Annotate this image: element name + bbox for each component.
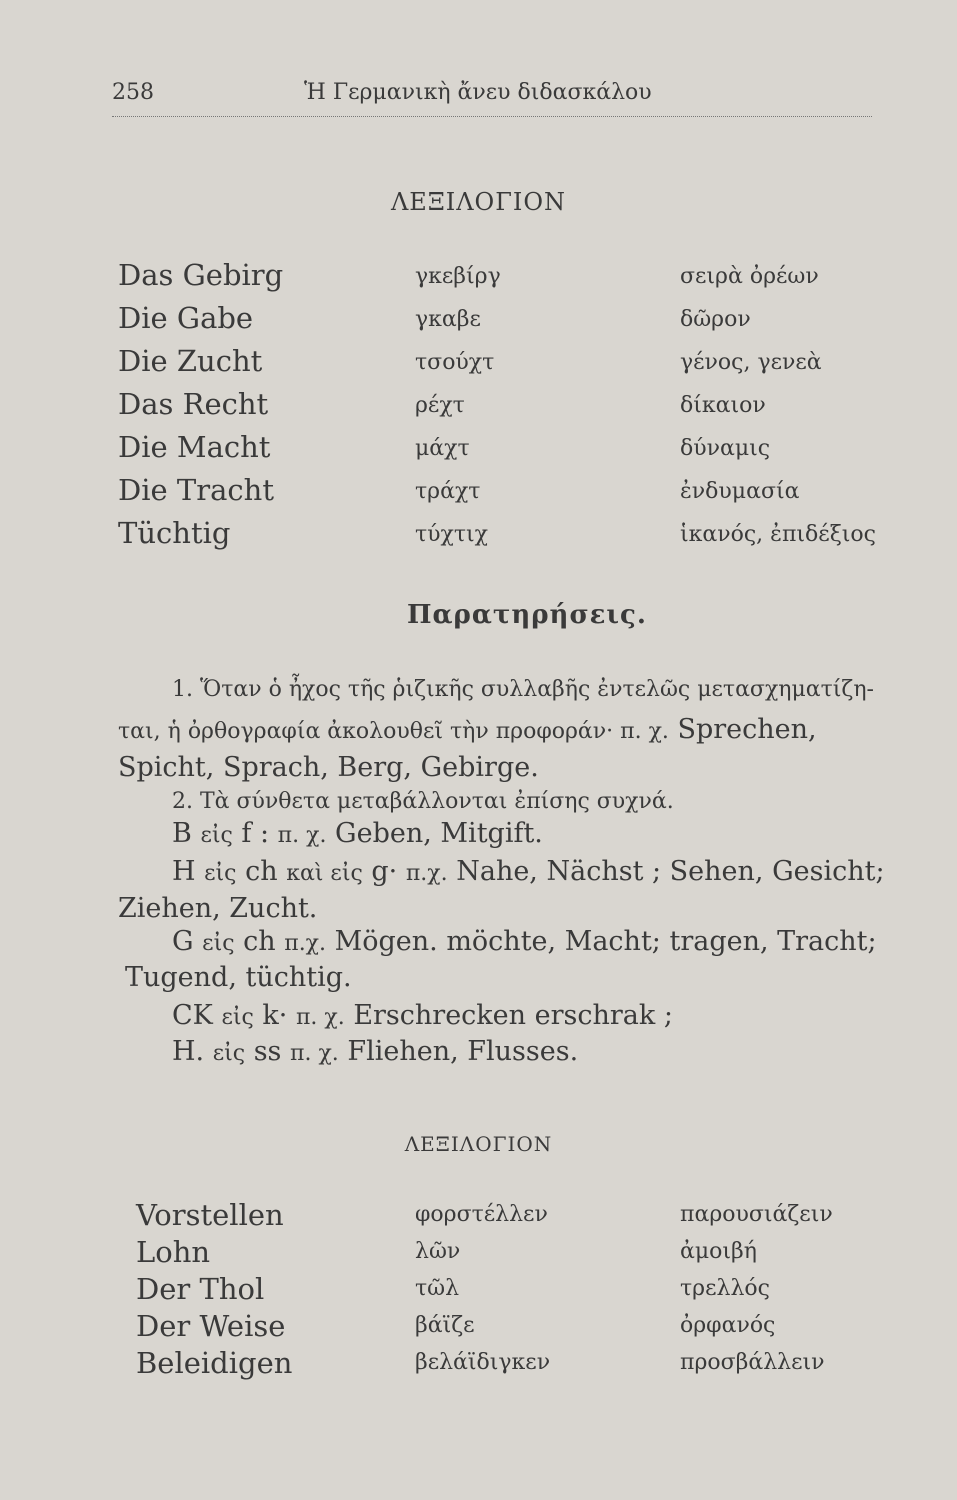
note-text: εἰς <box>204 861 237 886</box>
note-text: π.χ. <box>284 931 327 956</box>
note-g <box>172 926 877 957</box>
pronunciation: τύχτιχ <box>415 522 489 547</box>
german-word: Der Weise <box>136 1309 286 1343</box>
german-word: Die Tracht <box>118 473 274 507</box>
note-text: Geben, Mitgift. <box>335 818 543 849</box>
note-text: εἰς <box>221 1005 254 1030</box>
lexicon-row <box>0 516 957 556</box>
german-word: Die Gabe <box>118 301 254 335</box>
pronunciation: μάχτ <box>415 436 470 461</box>
german-word: Der Thol <box>136 1272 265 1306</box>
note-text: G <box>172 926 194 957</box>
note-text: Ziehen, Zucht. <box>118 893 318 924</box>
lexicon-row <box>0 344 957 384</box>
note-text: π. χ. <box>295 1005 345 1030</box>
greek-meaning: σειρὰ ὀρέων <box>680 264 819 289</box>
note-text: Tugend, tüchtig. <box>125 962 352 993</box>
lexicon-title-2: ΛΕΞΙΛΟΓΙΟΝ <box>404 1132 553 1156</box>
pronunciation: φορστέλλεν <box>415 1202 548 1227</box>
lexicon-row <box>0 387 957 427</box>
note-text: H <box>172 856 196 887</box>
note-g-line-2 <box>125 962 352 993</box>
note-text: 1. Ὅταν ὁ ἦχος τῆς ῥιζικῆς συλλαβῆς ἐντελῶς μετασχηματίζη- <box>172 677 874 702</box>
pronunciation: τῶλ <box>415 1276 460 1301</box>
note-text: εἰς <box>212 1041 246 1066</box>
german-word: Das Recht <box>118 387 269 421</box>
pronunciation: γκεβίργ <box>415 264 501 289</box>
note-text: H. <box>172 1036 205 1067</box>
german-word: Lohn <box>136 1235 211 1269</box>
note-text: f : <box>241 818 270 849</box>
greek-meaning: δύναμις <box>680 436 771 461</box>
note-text: Fliehen, Flusses. <box>347 1036 579 1067</box>
note-text: B <box>172 818 192 849</box>
greek-meaning: δίκαιον <box>680 393 766 418</box>
running-title: Ἡ Γερμανικὴ ἄνευ διδασκάλου <box>304 80 652 105</box>
greek-meaning: ἱκανός, ἐπιδέξιος <box>680 522 877 547</box>
lexicon-row <box>0 1198 957 1238</box>
greek-meaning: παρουσιάζειν <box>680 1202 833 1227</box>
note-text: π.χ. <box>405 861 448 886</box>
lexicon-row <box>0 1346 957 1386</box>
german-word: Beleidigen <box>136 1346 293 1380</box>
lexicon-title-1: ΛΕΞΙΛΟΓΙΟΝ <box>390 188 567 216</box>
note-ss <box>172 1036 578 1067</box>
lexicon-row <box>0 1235 957 1275</box>
note-text: CK <box>172 1000 213 1031</box>
page-header <box>112 80 912 110</box>
note-text: π. χ. <box>277 823 327 848</box>
lexicon-row <box>0 258 957 298</box>
note-text: 2. Τὰ σύνθετα μεταβάλλονται ἐπίσης συχνά. <box>172 789 674 814</box>
note-1-line-2 <box>118 714 817 745</box>
page-number: 258 <box>112 80 154 105</box>
lexicon-row <box>0 301 957 341</box>
note-text: ch <box>245 856 278 887</box>
note-b <box>172 818 543 849</box>
german-word: Das Gebirg <box>118 258 284 292</box>
note-text: ss <box>253 1036 282 1067</box>
note-text: ch <box>243 926 276 957</box>
pronunciation: τράχτ <box>415 479 481 504</box>
note-2-line-1 <box>172 784 674 815</box>
greek-meaning: ἀμοιβή <box>680 1239 757 1264</box>
greek-meaning: δῶρον <box>680 307 751 332</box>
note-text: Erschrecken erschrak ; <box>353 1000 673 1031</box>
pronunciation: ρέχτ <box>415 393 465 418</box>
pronunciation: βάϊζε <box>415 1313 475 1338</box>
note-text: π. χ. <box>290 1041 339 1066</box>
pronunciation: γκαβε <box>415 307 481 332</box>
note-text: Spicht, Sprach, Berg, Gebirge. <box>118 752 539 783</box>
lexicon-row <box>0 1309 957 1349</box>
note-text: Mögen. möchte, Macht; tragen, Tracht; <box>334 926 877 957</box>
notes-title: Παρατηρήσεις. <box>407 600 647 630</box>
lexicon-row <box>0 1272 957 1312</box>
note-text: g· <box>371 856 398 887</box>
greek-meaning: προσβάλλειν <box>680 1350 825 1375</box>
note-h-line-2 <box>118 893 317 924</box>
note-1-line-1 <box>172 672 874 703</box>
greek-meaning: ἐνδυμασία <box>680 479 800 504</box>
note-text: ται, ἡ ὀρθογραφία ἀκολουθεῖ τὴν προφοράν· π. χ. <box>118 719 669 744</box>
note-text: εἰς <box>202 931 235 956</box>
greek-meaning: ὀρφανός <box>680 1313 776 1338</box>
note-1-line-3 <box>118 752 539 783</box>
greek-meaning: τρελλός <box>680 1276 770 1301</box>
german-word: Die Macht <box>118 430 271 464</box>
note-text: Nahe, Nächst ; Sehen, Gesicht; <box>456 856 885 887</box>
lexicon-row <box>0 473 957 513</box>
note-text: εἰς <box>200 823 233 848</box>
pronunciation: βελάϊδιγκεν <box>415 1350 551 1375</box>
note-text: k· <box>262 1000 288 1031</box>
german-word: Die Zucht <box>118 344 263 378</box>
lexicon-row <box>0 430 957 470</box>
note-h <box>172 856 885 887</box>
note-ck <box>172 1000 673 1031</box>
note-text: καὶ εἰς <box>286 861 363 886</box>
pronunciation: τσούχτ <box>415 350 495 375</box>
note-text: Sprechen, <box>677 714 817 745</box>
greek-meaning: γένος, γενεὰ <box>680 350 822 375</box>
pronunciation: λῶν <box>415 1239 461 1264</box>
header-rule <box>112 116 872 117</box>
german-word: Vorstellen <box>136 1198 284 1232</box>
german-word: Tüchtig <box>118 516 231 550</box>
